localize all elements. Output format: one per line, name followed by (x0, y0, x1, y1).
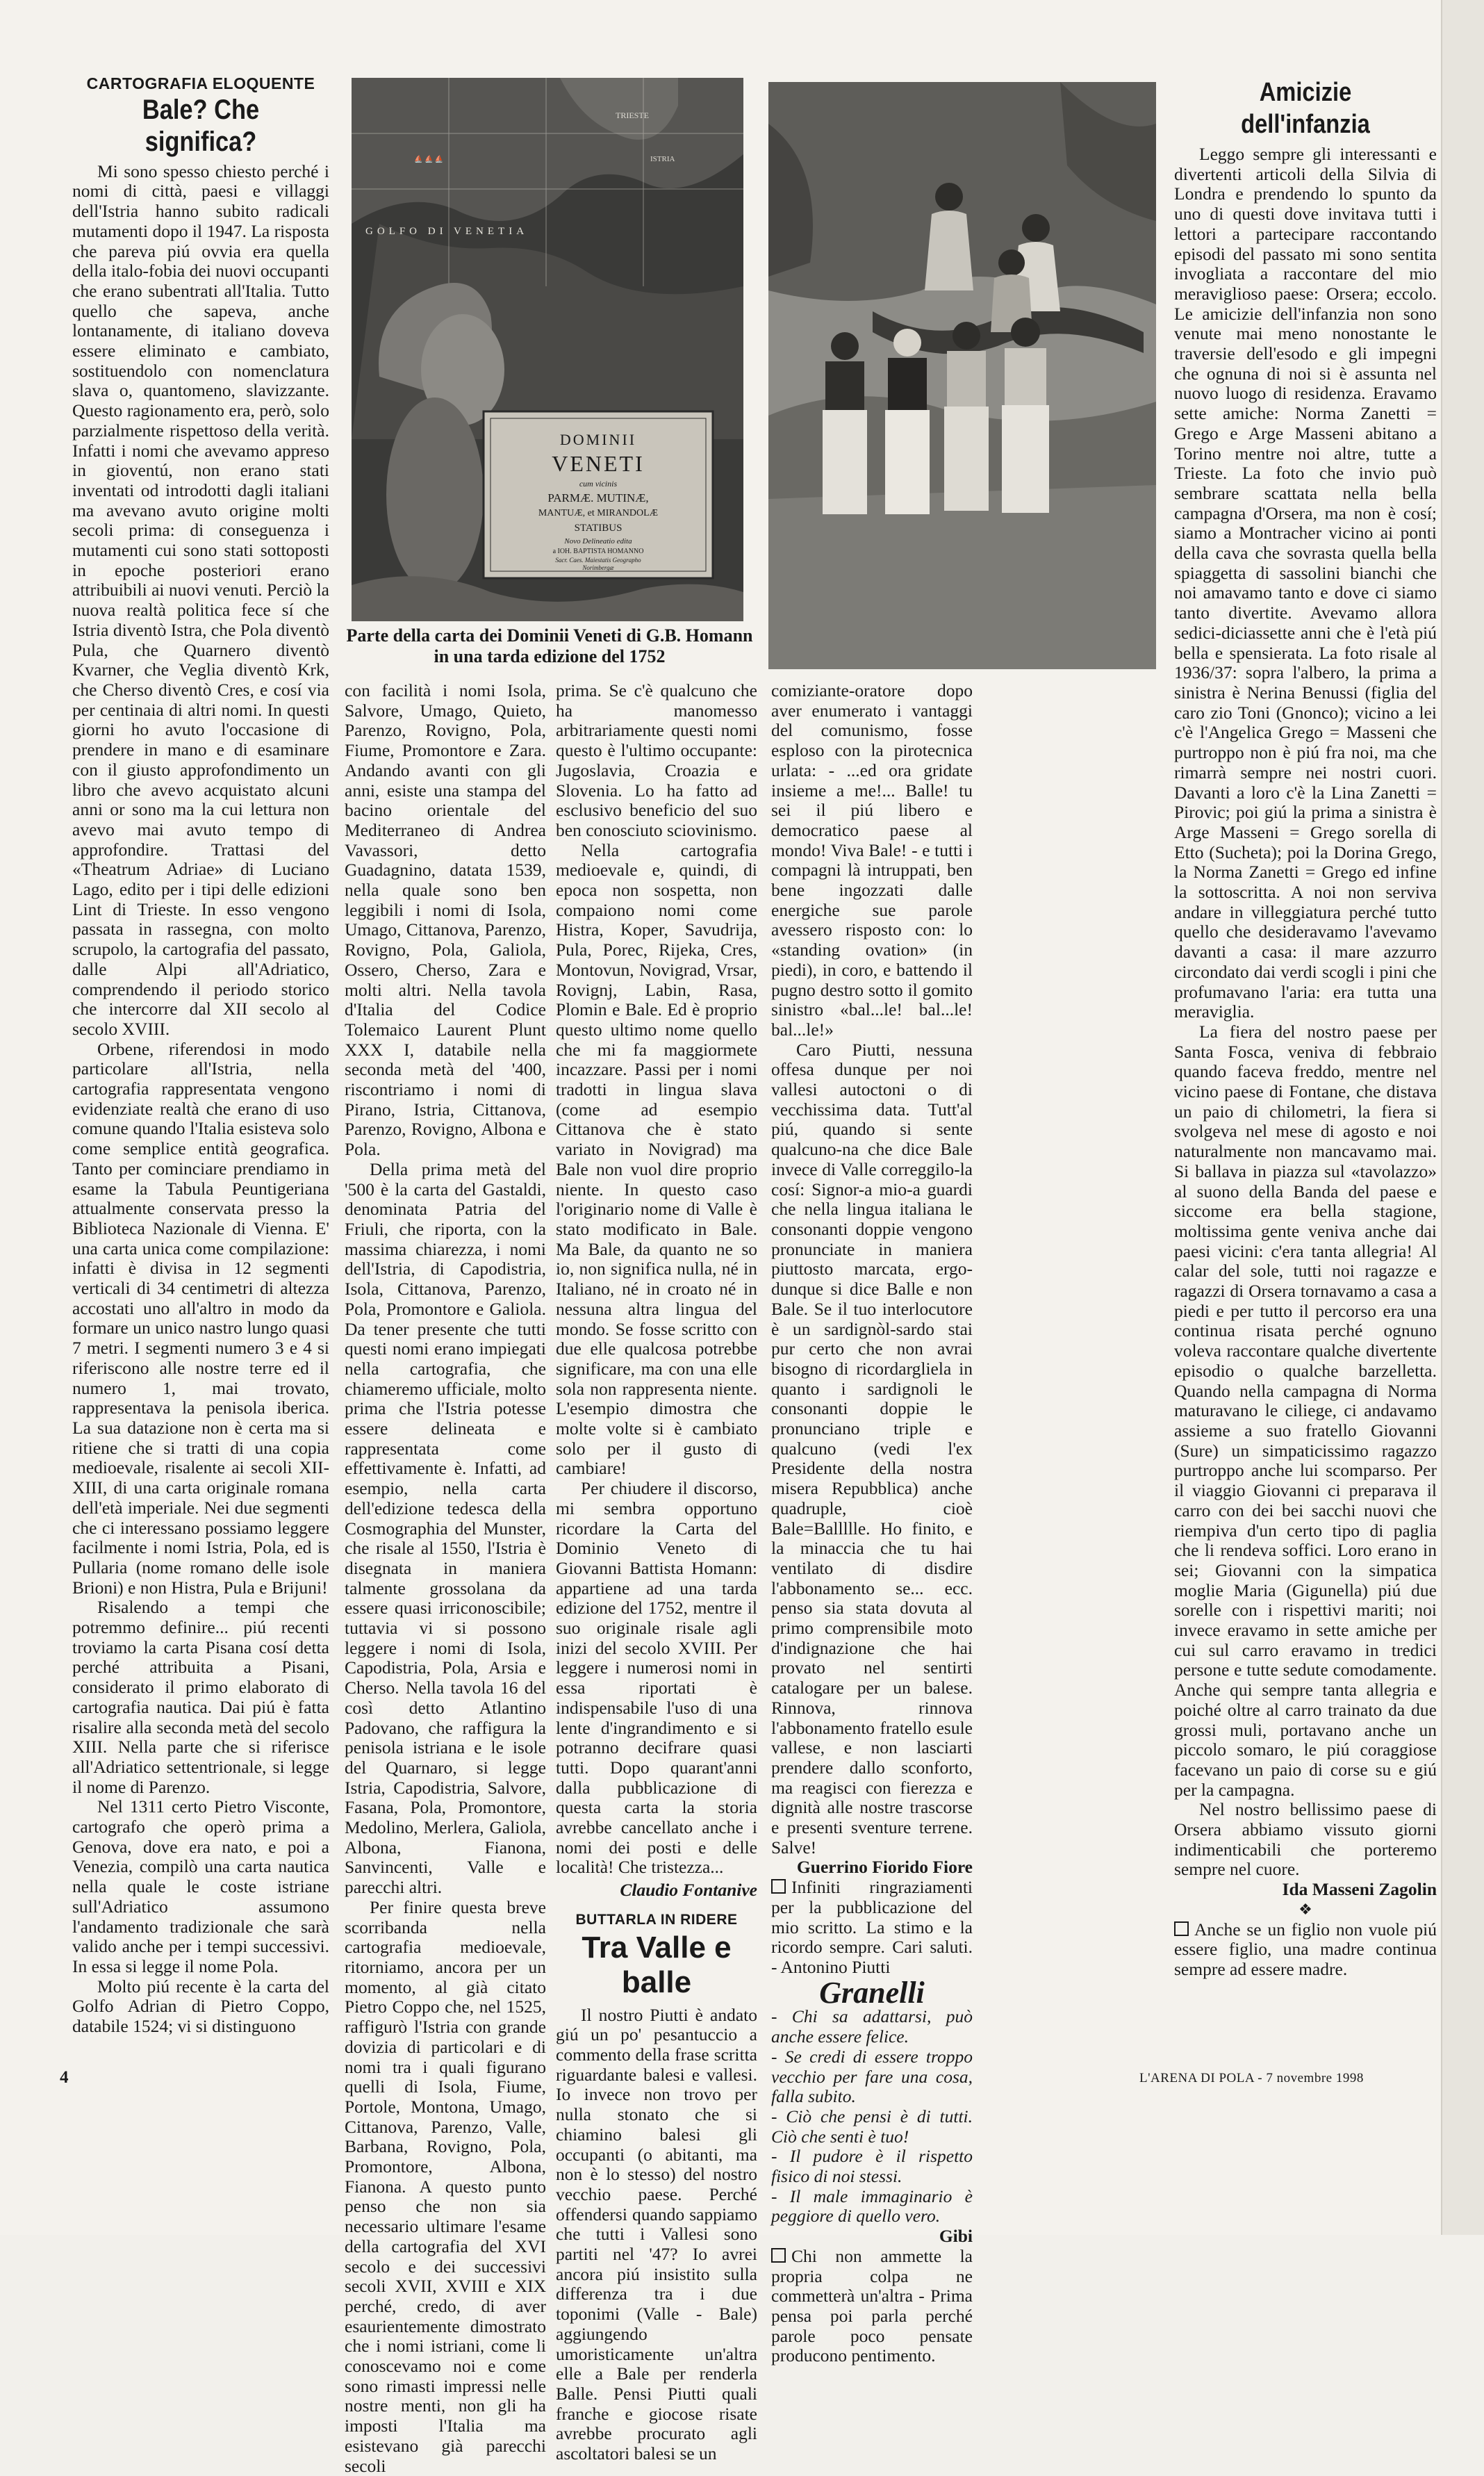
article1-col2-paragraph-3: Per finire questa breve scorribanda nella cartografia medioevale, ritorniamo, ancora per un momento, al già citato Pietro Coppo che, nel 1525, raffigurò l'Istria con grande dovizia di particolari e di nomi tra i quali figurano quelli di Isola, Fiume, Portole, Montona, Umago, Cittanova, Parenzo, Valle, Barbana, Rovigno, Pola, Promontore, Albona, Fianona. A questo punto penso che non sia necessario ultimare l'esame della cartografia del XVI secolo e dei successivi secoli XVII, XVIII e XIX perché, credo, di aver esaurientemente dimostrato che i nomi istriani, come li conoscevamo noi e come sono rimasti impressi nelle nostre menti, non gli ha imposti l'Italia ma esistevano già parecchi secoli (345, 1896, 546, 2476)
map-cartouche-line-6: STATIBUS (574, 523, 623, 534)
article1-paragraph-5: Molto piú recente è la carta del Golfo Adrian di Pietro Coppo, databile 1524; vi si distinguono (72, 1976, 329, 2037)
article1-kicker: CARTOGRAFIA ELOQUENTE (86, 74, 315, 92)
map-cartouche-line-10: Norimbergæ (582, 564, 614, 571)
granelli-note (771, 2247, 973, 2366)
article3-paragraph-2: La fiera del nostro paese per Santa Fosca, veniva di febbraio quando faceva freddo, mentre nel vicino paese di Fontane, che distava un paio di chilometri, la fiera si svolgeva nel mese di agosto e noi naturalmente non mancavamo mai. Si ballava in piazza sul «tavolazzo» al suono della Banda del paese e siccome era bella stagione, moltissima gente veniva anche dai paesi vicini: c'era tanta allegria! Al calar del sole, tutti noi ragazze e ragazzi di Orsera tornavamo a casa a piedi e per tutto il percorso era una continua risata perché ognuno voleva raccontare qualche divertente episodio o qualche barzelletta. Quando nella campagna di Norma maturavano le ciliege, ci andavamo assieme a suo fratello Giovanni (Sure) un simpaticissimo ragazzo purtroppo anche lui scomparso. Per il viaggio Giovanni ci preparava il carro con dei bei sacchi nuovi che riempiva d'un certo tipo di paglia che li rendeva soffici. Loro erano in sei; Giovanni con la simpatica moglie Maria (Gigunella) piú due sorelle con i rispettivi mariti; noi invece eravamo in sette amiche per cui sul carro eravamo in tredici persone e tutte sedute comodamente. Anche qui sempre tanta allegria e poiché oltre al carro trainato da due grossi muli, portavano anche un piccolo somaro, le piú coraggiose facevano un paio di corse su e giú per la campagna. (1174, 1021, 1437, 1800)
article1-col2-paragraph-1: con facilità i nomi Isola, Salvore, Umago, Quieto, Parenzo, Rovigno, Pola, Fiume, Promontore e Zara. Andando avanti con gli anni, esiste una stampa del bacino orientale del Mediterraneo di Andrea Vavassori, detto Guadagnino, datata 1539, nella quale sono ben leggibili i nomi di Isola, Umago, Cittanova, Parenzo, Rovigno, Pola, Galiola, Ossero, Cherso, Zara e molti altri. Nella tavola d'Italia del Codice Tolemaico Laurent Plunt XXX I, databile nella seconda metà del '400, riscontriamo i nomi di Pirano, Istria, Cittanova, Parenzo, Rovigno, Albona e Pola. (345, 680, 546, 1160)
article3-paragraph-1: Leggo sempre gli interessanti e divertenti articoli della Silvia di Londra e prendendo lo spunto da uno di questi dove invitava tutti i lettori a partecipare raccontando episodi del passato mi sono sentita invogliata a raccontare del mio meraviglioso paese: Orsera; eccolo. Le amicizie dell'infanzia non sono venute mai meno nonostante le traversie dell'esodo e gli impegni che ognuna di noi si è assunta nel nuovo luogo di residenza. Eravamo sette amiche: Norma Zanetti = Grego e Arge Masseni abitano a Torino mentre noi altre, tutte a Trieste. La foto che invio può sembrare scattata nella bella campagna d'Orsera, ma non è cosí; siamo a Montracher vicino ai ponti della cava che sovrasta quella bella spiaggetta di sassolini bianchi che noi amavamo tanto e dove ci siamo tanto divertite. Avevamo allora sedici-diciassette anni che è l'età piú bella e spensierata. La foto risale al 1936/37: sopra l'albero, la prima a sinistra è Nerina Benussi (figlia del caro zio Toni (Gnonco); vicino a lei c'è l'Angelica Grego = Masseni che purtroppo non è piú fra noi, ma che rimarrà sempre nei nostri cuori. Davanti a loro c'è la Lina Zanetti = Pirovic; poi giú la prima a sinistra è Arge Masseni = Grego sorella di Etto (Sucheta); poi la Dorina Grego, la Norma Zanetti = Grego ed infine la sottoscritta. A noi non serviva andare in villeggiatura perché tutto quello che desideravamo l'avevamo davanti a casa: il mare azzurro circondato dai verdi scogli i pini che profumavano l'aria: era tutta una meraviglia. (1174, 144, 1437, 1022)
map-gulf-label: GOLFO DI VENETIA (365, 226, 529, 237)
article2-col4-paragraph-2: Caro Piutti, nessuna offesa dunque per noi vallesi autoctoni o di vecchissima data. Tutt'al piú, quando si sente qualcuno-na che dice Bale invece di Valle correggilo-la cosí: Signor-a mio-a guardi che nella lingua italiana le consonanti doppie vengono pronunciate in maniera piuttosto marcata, ergo-dunque si dice Balle e non Bale. Se il tuo interlocutore è un sardignòl-sardo stai pur certo che non avrai bisogno di ricordargliela in quanto i sardignoli le consonanti doppie le pronunciano triple e qualcuno (vedi l'ex Presidente della nostra misera Repubblica) anche quadruple, cioè Bale=Ballllle. Ho finito, e la minaccia che tu hai ventilato di disdire l'abbonamento se... ecc. penso sia stata dovuta al primo comprensibile moto d'indignazione che hai provato nel sentirti catalogare per un balese. Rinnova, rinnova l'abbonamento fratello esule vallese, e non lasciarti prendere dallo sconforto, ma reagisci con fierezza e dignità alle nostre trascorse e presenti sventure terrene. Salve! (771, 1039, 973, 1858)
article1-author: Claudio Fontanive (620, 1880, 757, 1901)
map-cartouche-line-1: DOMINII (559, 431, 637, 448)
article1-column2 (345, 680, 546, 2476)
note1-text: Infiniti ringraziamenti per la pubblicazione del mio scritto. La stimo e la ricordo sempre. Cari saluti. - Antonino Piutti (771, 1877, 973, 1977)
granelli-line-4: - Il pudore è il rispetto fisico di noi stessi. (771, 2146, 973, 2187)
svg-text:TRIESTE: TRIESTE (616, 110, 649, 120)
map-cartouche-line-3: cum vicinis (579, 479, 618, 489)
granelli-title: Granelli (819, 1975, 925, 2010)
article1-column1 (72, 74, 329, 2082)
granelli-line-1: - Chi sa adattarsi, può anche essere felice. (771, 2006, 973, 2047)
map-cartouche-line-7: Novo Delineatio edita (564, 537, 632, 546)
article3-author: Ida Masseni Zagolin (1282, 1879, 1437, 1900)
article1-headline: Bale? Che significa? (142, 94, 260, 157)
map-cartouche-line-4: PARMÆ. MUTINÆ, (547, 491, 649, 505)
article1-paragraph-3: Risalendo a tempi che potremmo definire... piú recenti troviamo la carta Pisana cosí detta perché attribuita a Pisani, considerato il primo elaborato di cartografia nautica. Dai piú è fatta risalire alla seconda metà del secolo XIII. Nella parte che si riferisce all'Adriatico settentrionale, si legge il nome di Parenzo. (72, 1597, 329, 1797)
article1-paragraph-1: Mi sono spesso chiesto perché i nomi di città, paesi e villaggi dell'Istria hanno subito radicali mutamenti dopo il 1947. La risposta che pareva piú ovvia era quella della italo-fobia dei nuovi occupanti che erano subentrati all'Italia. Tutto quello che sapeva, anche lontanamente, di italiano doveva essere eliminato e cambiato, sostituendolo con nomenclatura slava o, quantomeno, slavizzante. Questo ragionamento era, però, solo parzialmente rispettoso della verità. Infatti i nomi che avevamo appreso in gioventú, non erano stati inventati od introdotti dagli italiani ma avevano avuto origine molti secoli prima: di conseguenza i mutamenti cui sono stati sottoposti in epoche posteriori erano attribuibili ai nuovi venuti. Perciò la nuova realtà politica fece sí che Istria diventò Istra, che Pola diventò Pula, che Quarnero diventò Kvarner, che Veglia diventò Krk, che Cherso diventò Cres, e cosí via per centinaia di altri nomi. In questi giorni ho avuto l'occasione di prendere in mano e di esaminare con il giusto approfondimento un libro che avevo acquistato alcuni anni or sono ma la cui lettura non avevo mai avuto tempo di approfondire. Trattasi del «Theatrum Adriae» di Luciano Lago, edito per i tipi delle edizioni Lint di Trieste. In esso vengono passata in rassegna, con molto scrupolo, la cartografia del passato, dalle Alpi all'Adriatico, comprendendo il periodo storico che intercorre dal XII secolo al secolo XVIII. (72, 161, 329, 1039)
photo-illustration (768, 82, 1156, 669)
article2-author: Guerrino Fiorido Fiore (796, 1857, 973, 1878)
map-cartouche-line-9: Sacr. Caes. Maiestatis Geographo (555, 557, 641, 564)
map-cartouche-line-5: MANTUÆ, et MIRANDOLÆ (538, 508, 659, 518)
checkbox-square-icon (771, 2248, 786, 2263)
ornament-icon: ❖ (1298, 1900, 1312, 1918)
article2-headline: Tra Valle e balle (582, 1930, 732, 1999)
map-illustration (352, 78, 743, 621)
friends-photo (768, 82, 1156, 669)
granelli-list (771, 2007, 973, 2227)
article2-col3-paragraph-1: Il nostro Piutti è andato giú un po' pesantuccio a commento della frase scritta riguardante balesi e vallesi. Io invece non trovo per nulla stonato che si chiamino balesi gli occupanti (o abitanti, ma non è lo stesso) del nostro vecchio paese. Perché offendersi quando sappiamo che tutti i Vallesi sono partiti nel '47? Io avrei ancora piú insistito sulla differenza tra i due toponimi (Valle - Bale) aggiungendo umoristicamente un'altra elle a Bale per renderla Balle. Pensi Piutti quali franche e giocose risate avrebbe procurato agli ascoltatori balesi se un (556, 2004, 757, 2464)
granelli-note-text: Chi non ammette la propria colpa ne commetterà un'altra - Prima pensa poi parla perché parole poco pensate producono pentimento. (771, 2245, 973, 2366)
granelli-author: Gibi (939, 2226, 973, 2247)
page-number: 4 (60, 2068, 69, 2087)
article3-note (1174, 1920, 1437, 1980)
article2-kicker: BUTTARLA IN RIDERE (575, 1911, 738, 1928)
article1-col2-paragraph-2: Della prima metà del '500 è la carta del Gastaldi, denominata Patria del Friuli, che riporta, con la massima chiarezza, i nomi dell'Istria, di Capodistria, Isola, Cittanova, Parenzo, Pola, Promontore e Galiola. Da tener presente che tutti questi nomi erano impiegati nella cartografia, che chiameremo ufficiale, molto prima che l'Istria potesse essere delineata e rappresentata come effettivamente è. Infatti, ad esempio, nella carta dell'edizione tedesca della Cosmographia del Munster, che risale al 1550, l'Istria è disegnata in maniera talmente grossolana da essere quasi irriconoscibile; tuttavia vi si possono leggere i nomi di Isola, Capodistria, Pola, Arsia e Cherso. Nella tavola 16 del così detto Atlantino Padovano, che raffigura la penisola istriana e le isole del Quarnaro, si legge Istria, Capodistria, Salvore, Fasana, Pola, Promontore, Medolino, Merlera, Galiola, Albona, Fianona, Sanvincenti, Valle e parecchi altri. (345, 1158, 546, 1898)
article2-col4-paragraph-1: comiziante-oratore dopo aver enumerato i vantaggi del comunismo, fosse esploso con la pirotecnica urlata: - ...ed ora gridate insieme a me!... Balle! tu sei il piú libero e democratico paese al mondo! Viva Bale! - e tutti i compagni là intruppati, ben bene ingozzati dalle energiche sue parole avessero risposto con: lo «standing ovation» (in piedi), in coro, e battendo il pugno destro sotto il gomito sinistro «bal...le! bal...le! bal...le!» (771, 680, 973, 1040)
article1-column3 (556, 680, 757, 2464)
page-spine (1441, 0, 1484, 2235)
article3-paragraph-3: Nel nostro bellissimo paese di Orsera abbiamo vissuto giorni indimenticabili che porteremo sempre nel cuore. (1174, 1799, 1437, 1880)
map-cartouche-line-8: a IOH. BAPTISTA HOMANNO (552, 548, 644, 555)
article2-column4 (771, 680, 1160, 2366)
article1-col3-paragraph-3: Per chiudere il discorso, mi sembra opportuno ricordare la Carta del Dominio Veneto di Giovanni Battista Homann: appartiene ad una tarda edizione del 1752, mentre il suo originale risale agli inizi del secolo XVIII. Per leggere i numerosi nomi in essa riportati è indispensabile l'uso di una lente d'ingrandimento e si potranno decifrare quasi tutti. Dopo quarant'anni dalla pubblicazione di questa carta la storia avrebbe cancellato anche i nomi dei posti e delle località! Che tristezza... (556, 1478, 757, 1878)
article3-column (1174, 76, 1437, 2085)
svg-text:⛵ ⛵ ⛵: ⛵ ⛵ ⛵ (414, 156, 444, 163)
article1-paragraph-4: Nel 1311 certo Pietro Visconte, cartografo che operò prima a Genova, dove era nato, e poi a Venezia, compilò una carta nautica nella quale le coste istriane sull'Adriatico assumono l'andamento tradizionale che sarà valido anche per i tempi successivi. In essa si legge il nome Pola. (72, 1796, 329, 1976)
map-caption: Parte della carta dei Dominii Veneti di G.B. Homann in una tarda edizione del 1752 (346, 625, 753, 666)
granelli-line-5: - Il male immaginario è peggiore di quello vero. (771, 2186, 973, 2227)
map-cartouche-line-2: VENETI (552, 451, 645, 476)
article1-col3-paragraph-2: Nella cartografia medioevale e, quindi, di epoca non sospetta, non compaiono nomi come Histra, Koper, Savudrija, Pula, Porec, Rijeka, Cres, Montovun, Novigrad, Vrsar, Rovignj, Labin, Rasa, Plomin e Bale. Ed è proprio questo ultimo nome quello che mi fa maggiormete incazzare. Passi per i nomi tradotti in lingua slava (come ad esempio Cittanova che è stato variato in Novigrad) ma Bale non vuol dire proprio niente. In questo caso l'originario nome di Valle è stato modificato in Bale. Ma Bale, da quanto ne so io, non significa nulla, né in Italiano, né in croato né in nessuna altra lingua del mondo. Se fosse scritto con due elle qualcosa potrebbe significare, ma con una elle sola non rappresenta niente. L'esempio dimostra che molte volte si è cambiato solo per il gusto di cambiare! (556, 839, 757, 1479)
masthead-footer: L'ARENA DI POLA - 7 novembre 1998 (1139, 2071, 1364, 2085)
article3-headline: Amicizie dell'infanzia (1241, 78, 1370, 139)
article3-note-text: Anche se un figlio non vuole piú essere figlio, una madre continua sempre ad essere madre. (1174, 1919, 1437, 1979)
granelli-line-2: - Se credi di essere troppo vecchio per fare una cosa, falla subito. (771, 2046, 973, 2107)
homann-map-image (352, 78, 743, 621)
svg-text:ISTRIA: ISTRIA (650, 155, 675, 163)
granelli-line-3: - Ciò che pensi è di tutti. Ciò che senti è tuo! (771, 2106, 973, 2147)
article1-paragraph-2: Orbene, riferendosi in modo particolare all'Istria, nella cartografia rappresentata vengono evidenziate realtà che erano di uso comune quando l'Italia esisteva solo come semplice entità geografica. Tanto per cominciare prendiamo in esame la Tabula Peuntigeriana attualmente conservata presso la Biblioteca Nazionale di Vienna. E' una carta unica come compilazione: infatti è divisa in 12 segmenti verticali di 34 centimetri di altezza accostati uno all'altro in modo da formare un unico nastro lungo quasi 7 metri. I segmenti numero 3 e 4 si riferiscono alle nostre terre ed il numero 1, mai trovato, rappresentava la penisola iberica. La sua datazione non è certa ma si ritiene che si tratti di una copia medioevale, risalente ai secoli XII-XIII, di una carta originale romana dell'età imperiale. Nei due segmenti che ci interessano possiamo leggere facilmente i nomi Istria, Pola, ed is Pullaria (nome romano delle isole Brioni) e non Histra, Pula e Brijuni! (72, 1038, 329, 1598)
checkbox-square-icon (771, 1879, 786, 1894)
checkbox-square-icon (1174, 1921, 1189, 1936)
note1 (771, 1878, 973, 1978)
article1-col3-paragraph-1: prima. Se c'è qualcuno che ha manomesso arbitrariamente questi nomi questo è l'ultimo occupante: Jugoslavia, Croazia e Slovenia. Lo ha fatto ad esclusivo beneficio del suo ben conosciuto sciovinismo. (556, 680, 757, 840)
